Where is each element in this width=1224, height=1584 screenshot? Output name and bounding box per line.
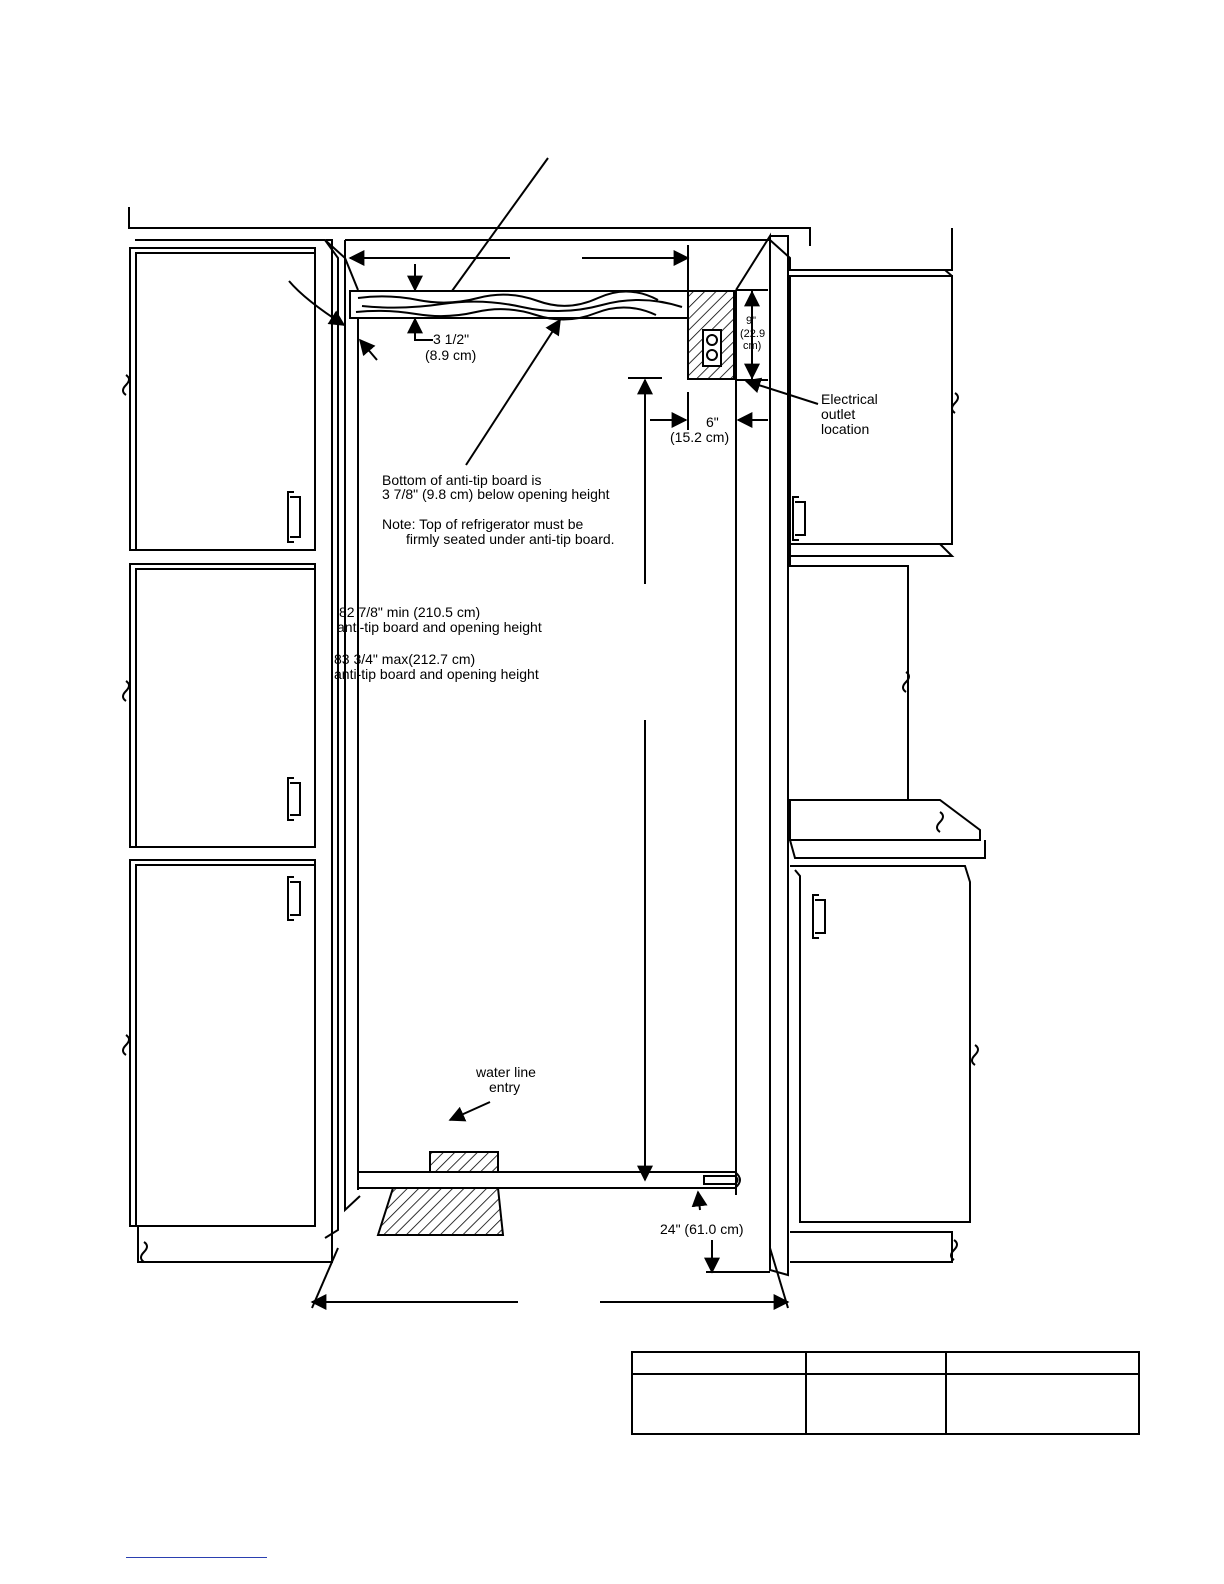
outlet-offset-label: 6" [706,414,719,430]
right-cabinets [790,270,985,1262]
outlet-height-metric-1: (22.9 [740,328,766,340]
table-cell [632,1352,806,1374]
water-line-label-2: entry [489,1079,521,1095]
table-cell [806,1352,946,1374]
board-thickness-metric-label: (8.9 cm) [425,347,477,363]
seat-note-line-2: firmly seated under anti-tip board. [406,531,615,547]
board-thickness-label: 3 1/2" [433,331,470,347]
left-cabinets [130,240,338,1262]
footnote-rule [126,1557,267,1558]
max-height-line-1: 83 3/4" max(212.7 cm) [334,651,476,667]
board-note-line-2: 3 7/8" (9.8 cm) below opening height [382,486,610,502]
table-cell [946,1352,1139,1374]
dimension-lines [289,158,818,1308]
outlet-height-metric-2: cm) [743,340,762,352]
depth-label: 24" (61.0 cm) [660,1221,744,1237]
table-cell [632,1374,806,1434]
specification-table [631,1351,1140,1435]
table-cell [806,1374,946,1434]
max-height-line-2: anti-tip board and opening height [334,666,539,682]
outlet-offset-metric-label: (15.2 cm) [670,429,730,445]
min-height-line-2: anti-tip board and opening height [337,619,542,635]
water-line-label-1: water line [476,1064,536,1080]
anti-tip-board [350,291,688,320]
electrical-outlet-block [688,291,734,379]
outlet-title-line-2: outlet [821,406,856,422]
seat-note-line-1: Note: Top of refrigerator must be [382,516,584,532]
outlet-title-line-1: Electrical [821,391,878,407]
opening-left-panel [345,258,360,1210]
min-height-line-1: 82 7/8" min (210.5 cm) [339,604,481,620]
board-note-line-1: Bottom of anti-tip board is [382,472,542,488]
table-cell [946,1374,1139,1434]
outlet-title-line-3: location [821,421,870,437]
outlet-height-label: 9" [746,315,757,327]
table-header-row [632,1352,1139,1374]
table-row [632,1374,1139,1434]
